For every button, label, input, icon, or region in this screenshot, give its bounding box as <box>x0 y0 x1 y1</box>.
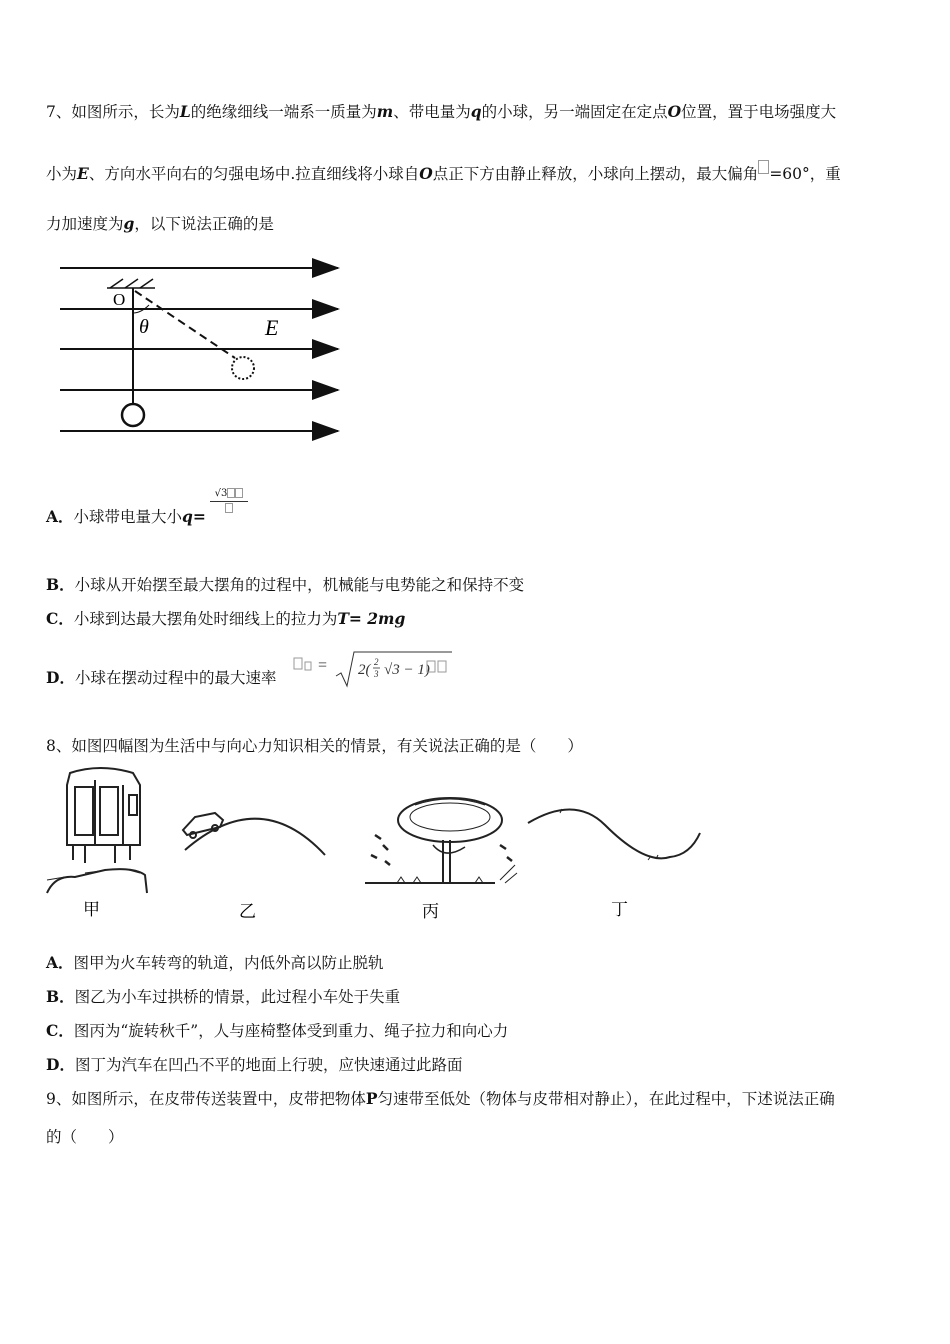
figure-car-bridge <box>183 813 325 855</box>
caption-bing: 丙 <box>422 902 439 921</box>
q7-line-2: 小为E、方向水平向右的匀强电场中.拉直细线将小球自O点正下方由静止释放，小球向上摆动，最大偏角 =60°，重 <box>46 164 841 184</box>
svg-text:√3 − 1): √3 − 1) <box>384 662 430 678</box>
pendulum-field-figure <box>55 255 360 455</box>
q8-option-c: C．图丙为“旋转秋千”，人与座椅整体受到重力、绳子拉力和向心力 <box>46 1021 509 1040</box>
q9-line-1: 9、如图所示，在皮带传送装置中，皮带把物体P匀速带至低处（物体与皮带相对静止），在此过程中，下述说法正确 <box>46 1089 835 1108</box>
svg-text:2(: 2( <box>358 662 371 678</box>
q8-option-b: B．图乙为小车过拱桥的情景，此过程小车处于失重 <box>46 987 401 1006</box>
q7-option-d: D．小球在摆动过程中的最大速率 <box>46 668 277 687</box>
q7-option-a: A．小球带电量大小q= <box>46 507 206 526</box>
label-theta: θ <box>139 316 149 338</box>
figure-train <box>47 768 147 893</box>
q8-option-a: A．图甲为火车转弯的轨道，内低外高以防止脱轨 <box>46 953 384 972</box>
q7-option-d-formula <box>292 648 462 690</box>
q9-line-2: 的（ ） <box>46 1128 124 1146</box>
caption-ding: 丁 <box>611 900 628 919</box>
svg-text:3: 3 <box>374 669 379 679</box>
label-E: E <box>265 315 279 340</box>
missing-glyph-box <box>758 160 769 174</box>
q8-four-figures <box>45 765 710 925</box>
q8-stem: 8、如图四幅图为生活中与向心力知识相关的情景，有关说法正确的是（ ） <box>46 737 583 755</box>
q7-option-b: B．小球从开始摆至最大摆角的过程中，机械能与电势能之和保持不变 <box>46 575 525 594</box>
q8-option-d: D．图丁为汽车在凹凸不平的地面上行驶，应快速通过此路面 <box>46 1055 463 1074</box>
ball-max-position <box>232 357 254 379</box>
figure-rotating-swing <box>365 798 517 883</box>
caption-jia: 甲 <box>83 900 100 919</box>
q7-line-3: 力加速度为g，以下说法正确的是 <box>46 214 274 233</box>
svg-text:2: 2 <box>374 657 379 667</box>
figure-bumpy-road <box>528 809 700 860</box>
q7-line-1: 7、如图所示，长为L的绝缘细线一端系一质量为m、带电量为q的小球，另一端固定在定点O位置，置于电场强度大 <box>46 102 837 121</box>
caption-yi: 乙 <box>239 902 256 921</box>
ball-start-position <box>122 404 144 426</box>
svg-text:=: = <box>318 657 328 674</box>
q7-option-a-fraction: √3 <box>210 488 248 514</box>
string-deflected <box>135 291 235 358</box>
field-lines <box>60 268 338 431</box>
ceiling-mount <box>107 279 155 288</box>
q7-option-c: C．小球到达最大摆角处时细线上的拉力为T= 2mg <box>46 609 406 628</box>
label-O: O <box>113 290 126 309</box>
